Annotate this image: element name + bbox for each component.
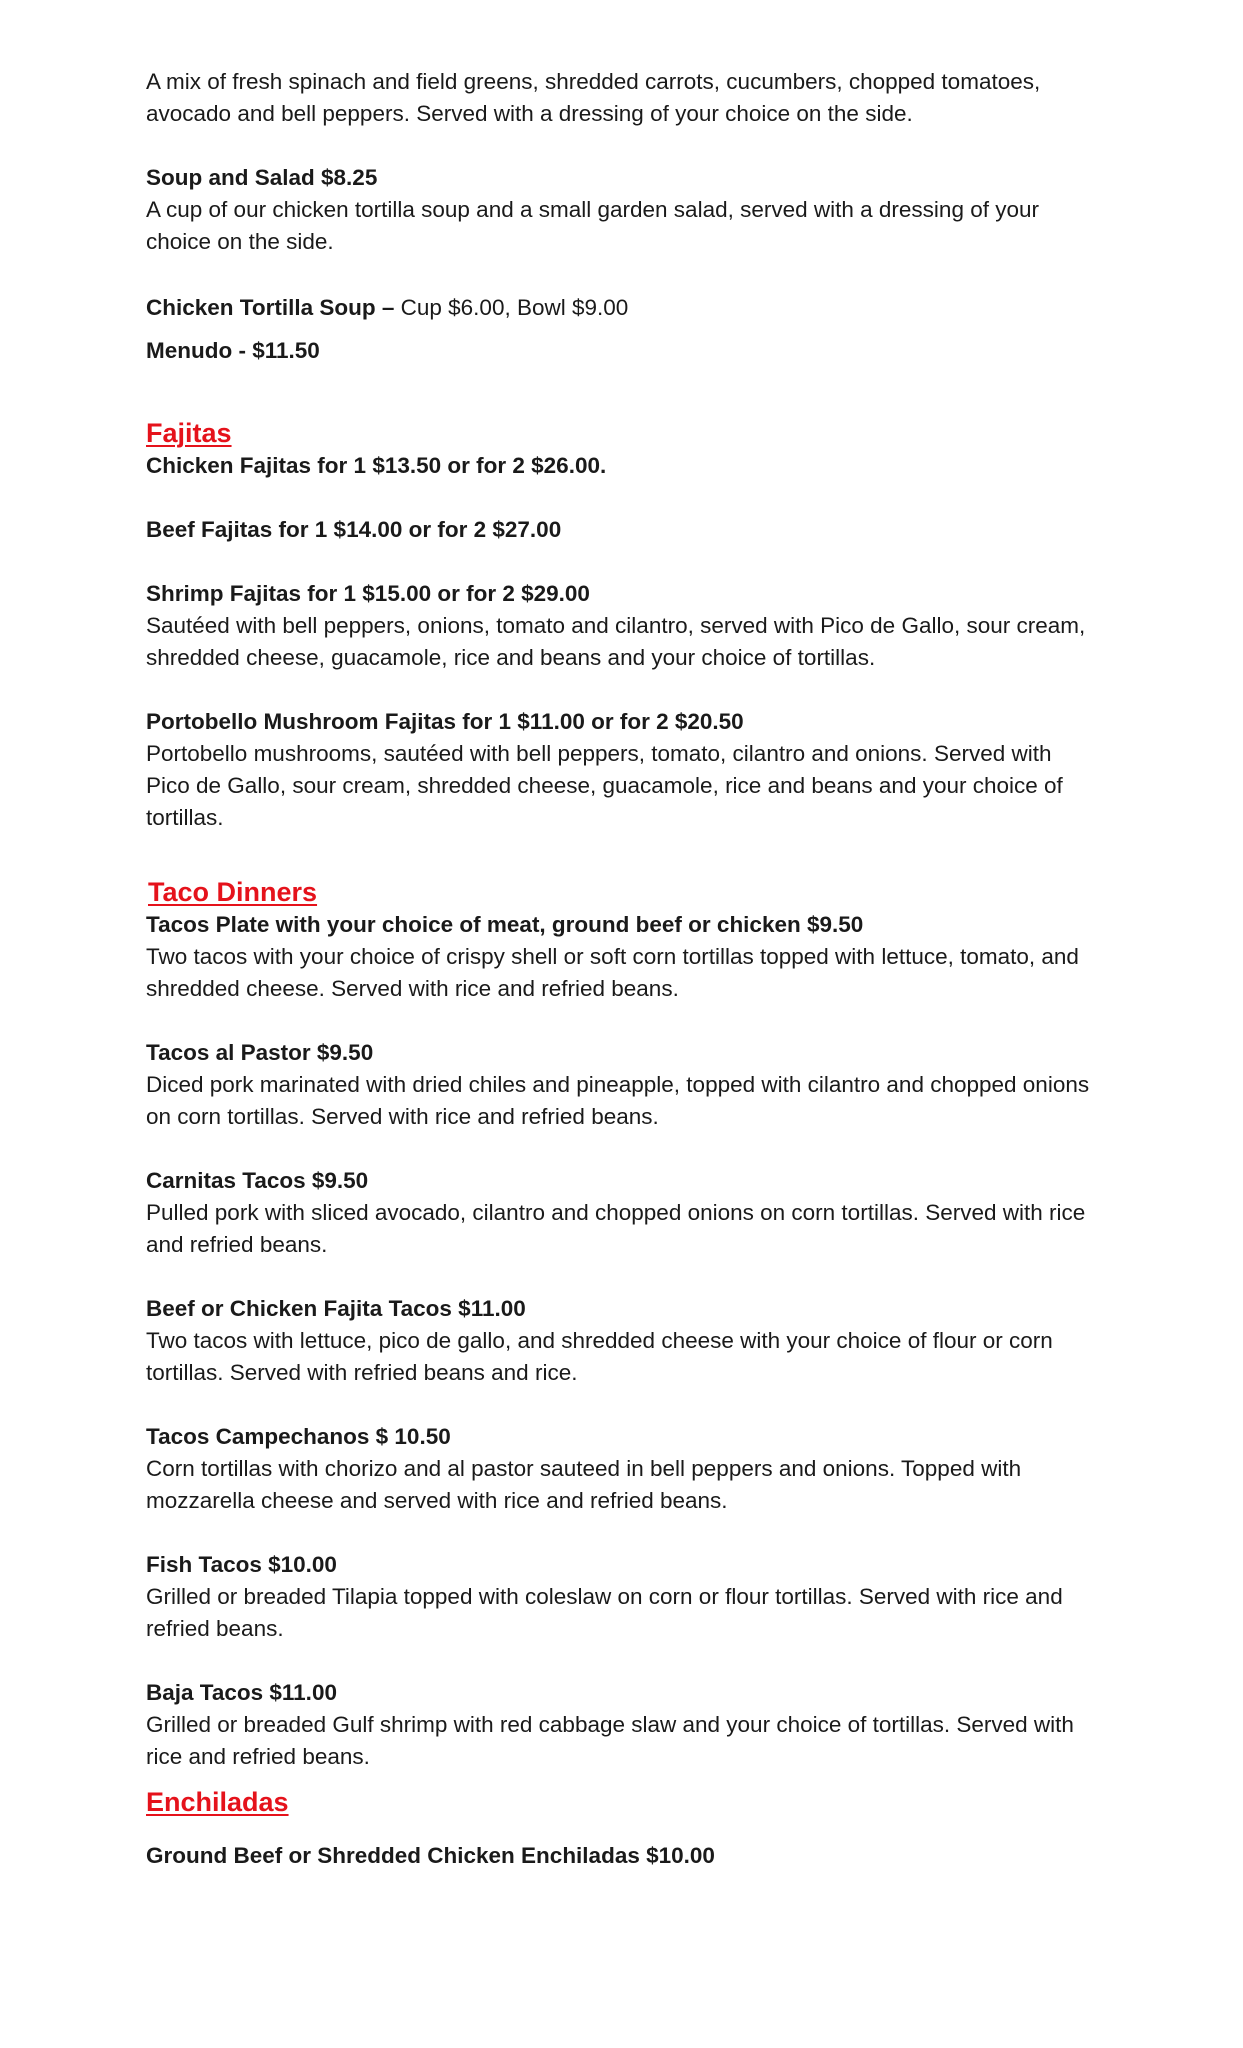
menu-item-description: choice on the side. <box>146 229 334 254</box>
menu-item-description: Portobello mushrooms, sautéed with bell peppers, tomato, cilantro and onions. Served with <box>146 741 1052 766</box>
menu-item-title: Tacos Campechanos $ 10.50 <box>146 1424 451 1449</box>
menu-item-description: shredded cheese. Served with rice and refried beans. <box>146 976 679 1001</box>
section-heading-enchiladas: Enchiladas <box>146 1787 289 1817</box>
menu-item-title: Soup and Salad $8.25 <box>146 165 378 190</box>
menu-item-description: Pico de Gallo, sour cream, shredded cheese, guacamole, rice and beans and your choice of <box>146 773 1063 798</box>
menu-item-description: A cup of our chicken tortilla soup and a small garden salad, served with a dressing of your <box>146 197 1039 222</box>
menu-item-description: rice and refried beans. <box>146 1744 370 1769</box>
menu-item-title: Tacos al Pastor $9.50 <box>146 1040 374 1065</box>
menu-item-title: Beef or Chicken Fajita Tacos $11.00 <box>146 1296 526 1321</box>
menu-item-title: Carnitas Tacos $9.50 <box>146 1168 369 1193</box>
menu-item-description: Pulled pork with sliced avocado, cilantro and chopped onions on corn tortillas. Served with rice <box>146 1200 1086 1225</box>
menu-item-title: Baja Tacos $11.00 <box>146 1680 337 1705</box>
menu-item-description: and refried beans. <box>146 1232 328 1257</box>
menu-item-description: Corn tortillas with chorizo and al pastor sauteed in bell peppers and onions. Topped with <box>146 1456 1022 1481</box>
section-heading-fajitas: Fajitas <box>146 418 232 448</box>
menu-item-tortilla-soup <box>146 292 1146 324</box>
menu-item-description: mozzarella cheese and served with rice and refried beans. <box>146 1488 728 1513</box>
menu-item-title: Chicken Tortilla Soup – <box>146 295 395 320</box>
menu-item-title: Tacos Plate with your choice of meat, ground beef or chicken $9.50 <box>146 912 864 937</box>
menu-item-description: tortillas. Served with refried beans and rice. <box>146 1360 578 1385</box>
menu-item-title: Shrimp Fajitas for 1 $15.00 or for 2 $29.00 <box>146 581 590 606</box>
menu-item-description: Grilled or breaded Gulf shrimp with red cabbage slaw and your choice of tortillas. Served with <box>146 1712 1074 1737</box>
menu-item-price: Cup $6.00, Bowl $9.00 <box>394 295 629 320</box>
section-heading-taco-dinners: Taco Dinners <box>148 877 318 907</box>
salad-description-line: A mix of fresh spinach and field greens, shredded carrots, cucumbers, chopped tomatoes, <box>146 69 1041 94</box>
menu-page <box>146 66 1146 1872</box>
menu-item-title: Portobello Mushroom Fajitas for 1 $11.00 or for 2 $20.50 <box>146 709 744 734</box>
menu-item-description: refried beans. <box>146 1616 284 1641</box>
menu-item-title: Chicken Fajitas for 1 $13.50 or for 2 $26.00. <box>146 453 607 478</box>
menu-item-description: Grilled or breaded Tilapia topped with coleslaw on corn or flour tortillas. Served with rice and <box>146 1584 1063 1609</box>
menu-item-description: Diced pork marinated with dried chiles and pineapple, topped with cilantro and chopped onions <box>146 1072 1090 1097</box>
menu-item-description: Sautéed with bell peppers, onions, tomato and cilantro, served with Pico de Gallo, sour cream, <box>146 613 1086 638</box>
menu-item-title: Ground Beef or Shredded Chicken Enchiladas $10.00 <box>146 1843 715 1868</box>
salad-description-line: avocado and bell peppers. Served with a dressing of your choice on the side. <box>146 101 913 126</box>
menu-item-description: Two tacos with your choice of crispy shell or soft corn tortillas topped with lettuce, tomato, and <box>146 944 1079 969</box>
menu-item-title: Beef Fajitas for 1 $14.00 or for 2 $27.00 <box>146 517 562 542</box>
menu-item-title: Fish Tacos $10.00 <box>146 1552 337 1577</box>
menu-item-title: Menudo - $11.50 <box>146 338 320 363</box>
menu-item-description: Two tacos with lettuce, pico de gallo, and shredded cheese with your choice of flour or corn <box>146 1328 1053 1353</box>
menu-item-description: shredded cheese, guacamole, rice and beans and your choice of tortillas. <box>146 645 876 670</box>
menu-item-description: on corn tortillas. Served with rice and refried beans. <box>146 1104 659 1129</box>
menu-item-description: tortillas. <box>146 805 224 830</box>
